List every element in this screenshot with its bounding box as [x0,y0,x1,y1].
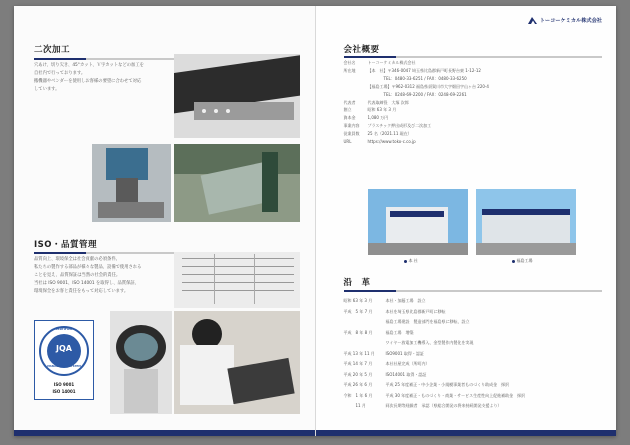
iso-certification-badge [34,320,94,400]
overview-value: トーコーケミカル株式会社 [367,60,416,65]
right-page [316,6,617,436]
badge-arc-text: CERTIFIED [55,327,73,331]
history-event: 本社を埼玉県比島郡新戸町に移転 [385,308,446,314]
bullet-icon [404,260,407,263]
history-row [344,338,526,349]
history-row [344,328,526,339]
overview-row [344,138,489,146]
badge-logo-text: JQA [56,344,72,353]
overview-table [344,59,489,146]
history-date: 令和 1 年 6 月 [343,392,373,398]
overview-value: プラスチック押出成形及び二次加工 [367,123,432,129]
overview-key: 事業内容 [343,123,360,129]
overview-row [344,91,489,99]
left-bottom-band [14,430,315,436]
history-date: 平成 20 年 5 月 [343,371,373,377]
overview-rule [344,56,602,58]
badge-line-1: ISO 9001 [53,382,75,387]
history-event: ISO14001 取得・認証 [385,371,427,377]
overview-row [344,130,489,138]
overview-row [344,106,489,114]
overview-value: 代表取締役 大塚 次郎 [367,99,409,105]
history-row [344,307,526,318]
overview-key: URL [343,139,352,145]
overview-row [344,114,489,122]
overview-row [344,75,489,83]
history-row [344,317,526,328]
overview-row [344,83,489,91]
photo-fukushima-factory [476,189,576,255]
overview-title: 会社概要 [343,45,380,55]
history-date [344,338,386,349]
nijikakou-text: 穴あけ、切り欠き、45°カット、Ｖ字カットなどの加工を 自社内で行っております。 搬機器やベンダーを使用しお客様の要望に合わせて対応 しています。 [34,63,144,92]
overview-key: 所在地 [343,67,356,73]
overview-key [344,91,368,99]
history-date [344,317,386,328]
bullet-icon [512,260,515,263]
caption-factory: 福島工場 [512,258,533,264]
overview-row [344,99,489,107]
history-title: 沿 革 [343,278,371,288]
overview-value: 【本 社】〒346-0047 埼玉県比島郡新戸町長野台東 1-12-12 [367,67,481,73]
overview-value: 25 名（2021.11 現在） [367,131,412,137]
overview-key: 資本金 [343,115,356,121]
photo-inspection-sheet [174,252,300,308]
iso-text: 品質向上、環境保全は社会貢献の必須条件。 私たちの製作する部品が様々な製品、設備で使用される ことを見え、品質保証は当然の社会的責任。 当社は ISO 9001、ISO 14001 を取得し、品質保証、 環境保全をお客と責任をもって対応しています。 [34,257,142,294]
history-row [344,370,526,381]
photo-workshop [174,144,300,222]
history-event: ワイヤー放電加工機導入、金型製作内製化を実現 [385,340,474,345]
history-row [344,391,526,402]
left-page [14,6,316,436]
iso-title: ISO・品質管理 [34,240,98,250]
history-event: 福島工場 増築 [385,329,414,335]
history-row [344,349,526,360]
history-row [344,401,526,412]
badge-arc2-text: MANAGEMENT SYSTEM [47,365,81,368]
history-date: 11 月 [343,403,366,408]
history-event: 福島工場建設 製造部門を福島県に移転、設立 [385,319,470,324]
nijikakou-title: 二次加工 [34,45,71,55]
history-row [344,380,526,391]
overview-key: 代表者 [343,99,356,105]
overview-key: 会社名 [343,60,356,65]
brochure-spread [14,6,616,436]
history-list [344,296,526,412]
overview-value: 昭和 63 年 3 月 [367,107,397,113]
photo-drill-machine [92,144,171,222]
history-row [344,296,526,307]
overview-key [344,75,368,83]
history-event: ISO9001 取得・認証 [385,350,424,356]
photo-metal-part [174,54,300,138]
overview-value: 【福島工場】〒962-0312 福島県須賀川市大字畑田字山ヶ台 220-4 [367,83,489,89]
brand-name: トーコーケミカル株式会社 [539,18,602,24]
overview-value: TEL：0480-33-6251 / FAX：0480-33-6250 [367,75,467,81]
overview-value: 1,080 万円 [367,115,389,121]
history-date: 平成 5 年 7 月 [343,308,373,314]
overview-row [344,59,489,67]
badge-line-2: ISO 14001 [52,389,76,394]
overview-row [344,122,489,130]
history-event: 平成 25 年度補正・中小企業・小規模事業者ものづくり助成金 採択 [385,382,510,387]
overview-value: TEL：0248-69-2200 / FAX：0248-69-2261 [367,91,467,97]
overview-row [344,67,489,75]
history-event: 本社社屋完成（所町内） [385,361,430,366]
photo-inspector [174,311,300,414]
history-row [344,359,526,370]
history-date: 平成 13 年 11 月 [343,350,375,356]
overview-value[interactable]: https://www.toko-c.co.jp [367,139,416,145]
company-brand [528,17,602,24]
history-date: 平成 8 年 8 月 [343,329,373,335]
overview-key: 創立 [343,107,352,113]
right-bottom-band [316,430,617,436]
photo-headquarters [368,189,468,255]
company-logo-icon [528,17,537,24]
history-rule [344,290,602,292]
history-event: 同次長期等経験者 承認（県総合開発の将来持続開発支援より） [385,403,502,408]
history-event: 平成 30 年度補正・ものづくり・商業・サービス生産性向上促進補助金 採択 [385,392,526,398]
overview-key: 従業員数 [343,131,360,137]
caption-headquarters: 本 社 [404,258,418,264]
history-date: 平成 14 年 7 月 [343,361,373,366]
overview-key [344,83,368,91]
history-date: 平成 26 年 6 月 [343,382,373,387]
photo-projector [110,311,172,414]
history-date: 昭和 63 年 3 月 [343,298,373,303]
history-event: 本社・加藤工場 設立 [385,298,426,303]
